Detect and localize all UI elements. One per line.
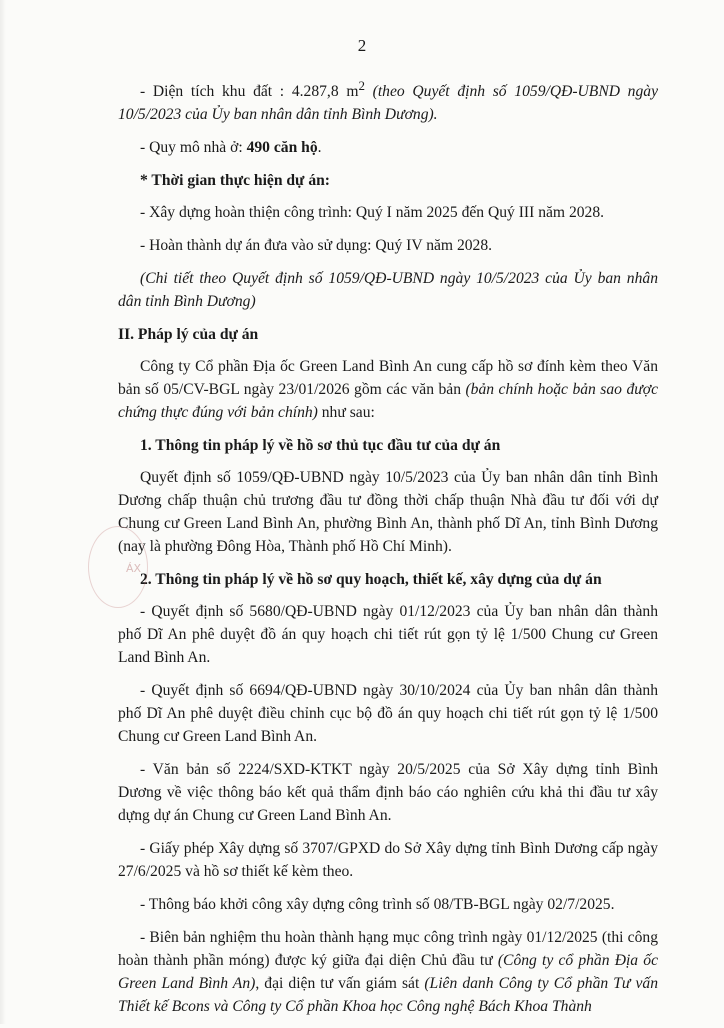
- permit-3707-paragraph: - Giấy phép Xây dựng số 3707/GPXD do Sở Xây dựng tỉnh Bình Dương cấp ngày 27/6/2025 và hồ sơ thiết kế kèm theo.: [118, 840, 658, 881]
- land-area-line: - Diện tích khu đất : 4.287,8 $m^2$ (theo Quyết định số 1059/QĐ-UBND ngày 10/5/2023 của Ủy ban nhân dân tỉnh Bình Dương).: [118, 78, 658, 124]
- notice-08-paragraph: - Thông báo khởi công xây dựng công trình số 08/TB-BGL ngày 02/7/2025.: [140, 896, 615, 914]
- detail-note: (Chi tiết theo Quyết định số 1059/QĐ-UBND ngày 10/5/2023 của Ủy ban nhân dân tỉnh Bình Dương): [118, 270, 658, 311]
- acceptance-minutes-paragraph: - Biên bản nghiệm thu hoàn thành hạng mục công trình ngày 01/12/2025 (thi công hoàn thành phần móng) được ký giữa đại diện Chủ đầu tư (Công ty cổ phần Địa ốc Green Land Bình An), đại diện tư vấn giám sát (Liên danh Công ty Cổ phần Tư vấn Thiết kế Bcons và Công ty Cổ phần Khoa học Công nghệ Bách Khoa Thành: [118, 929, 659, 1016]
- subsection-2-heading: 2. Thông tin pháp lý về hồ sơ quy hoạch, thiết kế, xây dựng của dự án: [140, 571, 602, 589]
- stamp-text: ÁX: [125, 562, 141, 575]
- document-body: [118, 74, 658, 1028]
- seal-stamp-fragment: [88, 526, 148, 608]
- page-number: 2: [357, 36, 367, 55]
- decision-6694-paragraph: - Quyết định số 6694/QĐ-UBND ngày 30/10/2024 của Ủy ban nhân dân thành phố Dĩ An phê duyệt điều chỉnh cục bộ đồ án quy hoạch chi tiết rút gọn tỷ lệ 1/500 Chung cư Green Land Bình An.: [118, 682, 658, 746]
- subsection-1-heading: 1. Thông tin pháp lý về hồ sơ thủ tục đầu tư của dự án: [140, 437, 501, 455]
- decision-1059-paragraph: Quyết định số 1059/QĐ-UBND ngày 10/5/2023 của Ủy ban nhân dân tỉnh Bình Dương chấp thuận chủ trương đầu tư đồng thời chấp thuận Nhà đầu tư đối với dự Chung cư Green Land Bình An, phường Bình An, thành phố Dĩ An, tỉnh Bình Dương (nay là phường Đông Hòa, Thành phố Hồ Chí Minh).: [118, 469, 658, 556]
- scan-edge-shadow: [0, 0, 6, 1024]
- completion-line: - Hoàn thành dự án đưa vào sử dụng: Quý IV năm 2028.: [140, 237, 493, 255]
- time-heading: * Thời gian thực hiện dự án:: [140, 172, 330, 190]
- document-2224-paragraph: - Văn bản số 2224/SXD-KTKT ngày 20/5/2025 của Sở Xây dựng tỉnh Bình Dương về việc thông báo kết quả thẩm định báo cáo nghiên cứu khả thi đầu tư xây dựng dự án Chung cư Green Land Bình An.: [118, 761, 658, 825]
- intro-paragraph: Công ty Cổ phần Địa ốc Green Land Bình An cung cấp hồ sơ đính kèm theo Văn bản số 05/CV-BGL ngày 23/01/2026 gồm các văn bản (bản chính hoặc bản sao được chứng thực đúng với bản chính) như sau:: [118, 358, 658, 422]
- construction-period-line: - Xây dựng hoàn thiện công trình: Quý I năm 2025 đến Quý III năm 2028.: [140, 204, 605, 222]
- section-ii-heading: II. Pháp lý của dự án: [118, 326, 259, 344]
- housing-scale-line: - Quy mô nhà ở: 490 căn hộ.: [140, 139, 322, 157]
- decision-5680-paragraph: - Quyết định số 5680/QĐ-UBND ngày 01/12/2023 của Ủy ban nhân dân thành phố Dĩ An phê duyệt đồ án quy hoạch chi tiết rút gọn tỷ lệ 1/500 Chung cư Green Land Bình An.: [118, 603, 658, 667]
